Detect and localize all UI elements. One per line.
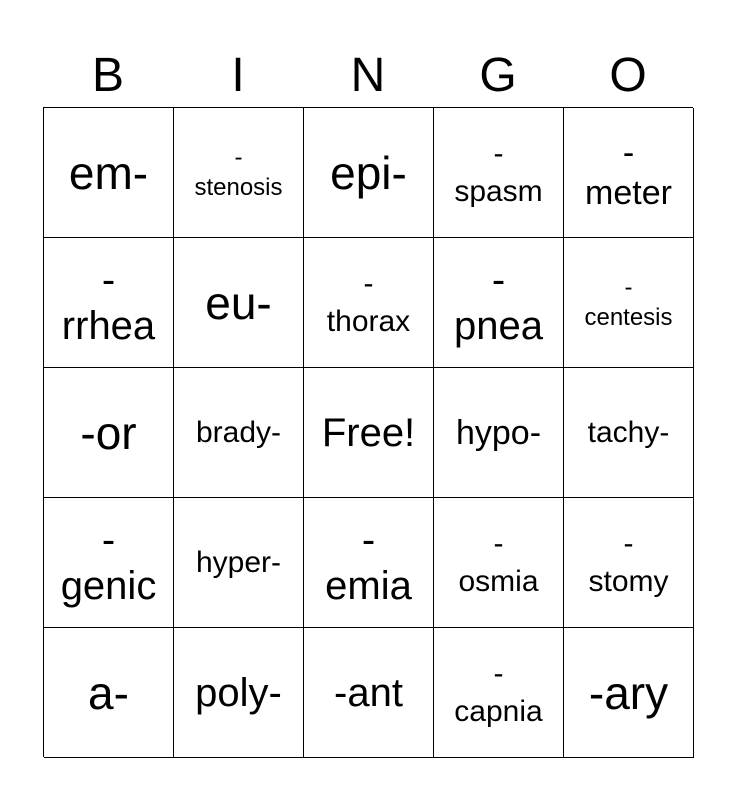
- header-letter-i: I: [231, 49, 245, 102]
- cell-label: hyper-: [195, 545, 282, 579]
- cell-label: -ary: [588, 666, 669, 719]
- bingo-cell-r1-c4[interactable]: [434, 108, 564, 238]
- bingo-cell-r2-c5[interactable]: [564, 238, 694, 368]
- bingo-cell-r1-c1[interactable]: [44, 108, 174, 238]
- cell-label: -or: [80, 406, 137, 459]
- cell-label: epi-: [330, 146, 407, 199]
- cell-label: tachy-: [587, 415, 670, 449]
- cell-label: Free!: [321, 410, 416, 455]
- bingo-cell-r2-c3[interactable]: [304, 238, 434, 368]
- cell-label: poly-: [195, 670, 282, 715]
- bingo-cell-r5-c5[interactable]: [564, 628, 694, 758]
- cell-label: - capnia: [454, 656, 543, 728]
- header-letter-g: G: [479, 49, 517, 102]
- bingo-cell-r3-c5[interactable]: [564, 368, 694, 498]
- cell-label: - pnea: [454, 257, 543, 348]
- bingo-cell-r4-c4[interactable]: [434, 498, 564, 628]
- cell-label: - emia: [325, 517, 412, 608]
- cell-label: - stomy: [588, 526, 669, 598]
- bingo-card-grid: [43, 107, 693, 757]
- bingo-cell-r1-c2[interactable]: [174, 108, 304, 238]
- cell-label: hypo-: [455, 413, 542, 452]
- cell-label: - meter: [585, 133, 672, 212]
- bingo-cell-r2-c2[interactable]: [174, 238, 304, 368]
- cell-label: eu-: [205, 276, 272, 329]
- cell-label: brady-: [195, 415, 282, 449]
- bingo-cell-r5-c3[interactable]: [304, 628, 434, 758]
- cell-label: - centesis: [584, 273, 673, 331]
- bingo-cell-r3-c2[interactable]: [174, 368, 304, 498]
- bingo-cell-r2-c1[interactable]: [44, 238, 174, 368]
- bingo-cell-r4-c3[interactable]: [304, 498, 434, 628]
- header-letter-o: O: [609, 49, 647, 102]
- header-letter-n: N: [350, 49, 386, 102]
- cell-label: - osmia: [458, 526, 539, 598]
- bingo-cell-r4-c1[interactable]: [44, 498, 174, 628]
- bingo-header: [43, 48, 693, 104]
- bingo-cell-r4-c2[interactable]: [174, 498, 304, 628]
- bingo-cell-r3-c4[interactable]: [434, 368, 564, 498]
- bingo-cell-r5-c2[interactable]: [174, 628, 304, 758]
- bingo-cell-r2-c4[interactable]: [434, 238, 564, 368]
- bingo-cell-r5-c4[interactable]: [434, 628, 564, 758]
- bingo-cell-r5-c1[interactable]: [44, 628, 174, 758]
- bingo-cell-r3-c3[interactable]: [304, 368, 434, 498]
- bingo-cell-r3-c1[interactable]: [44, 368, 174, 498]
- bingo-cell-r4-c5[interactable]: [564, 498, 694, 628]
- cell-label: -ant: [334, 670, 403, 715]
- cell-label: - genic: [60, 517, 157, 608]
- bingo-cell-r1-c5[interactable]: [564, 108, 694, 238]
- cell-label: - spasm: [454, 136, 543, 208]
- cell-label: - stenosis: [194, 143, 283, 201]
- header-letter-b: B: [91, 49, 124, 102]
- cell-label: a-: [88, 666, 129, 719]
- cell-label: - rrhea: [61, 257, 156, 348]
- bingo-cell-r1-c3[interactable]: [304, 108, 434, 238]
- cell-label: - thorax: [326, 266, 411, 338]
- cell-label: em-: [68, 146, 149, 199]
